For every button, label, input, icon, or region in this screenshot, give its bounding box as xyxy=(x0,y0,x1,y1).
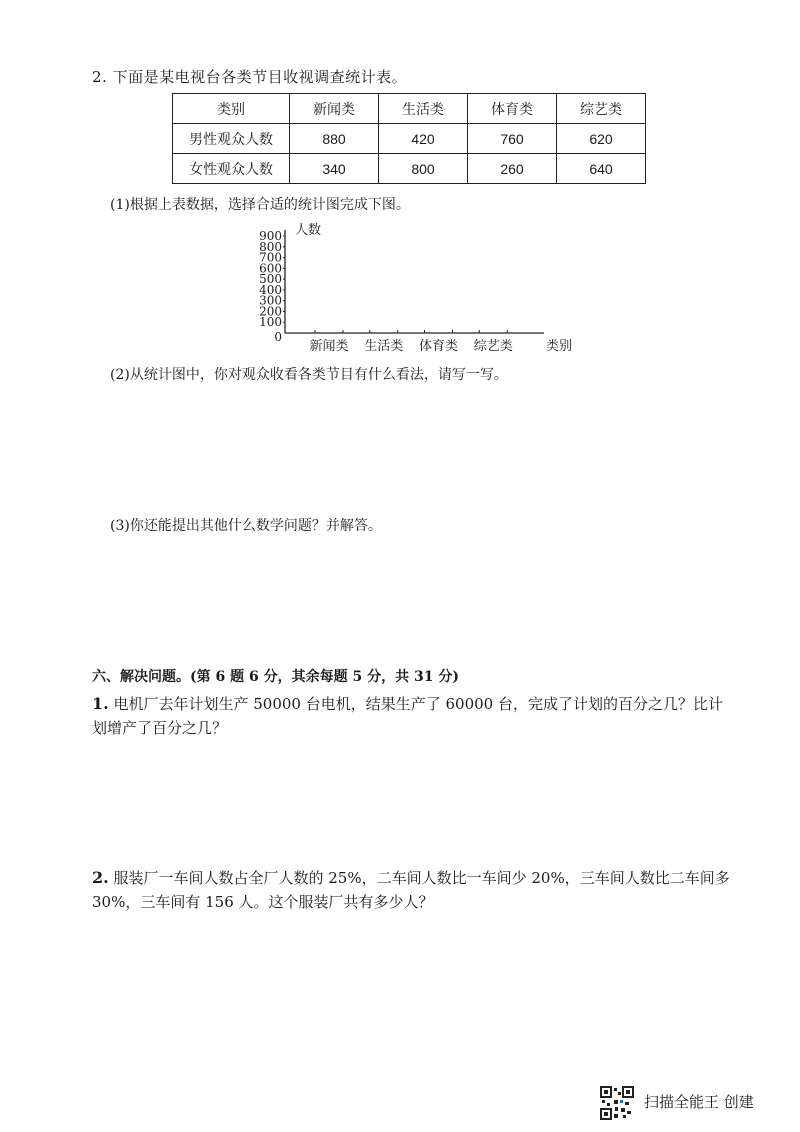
x-axis-label: 类别 xyxy=(546,339,572,354)
y-tick-label: 500 xyxy=(259,272,282,287)
category-label: 体育类 xyxy=(418,339,459,354)
table-cell: 800 xyxy=(379,154,468,184)
table-header-cell: 新闻类 xyxy=(290,94,379,124)
viewer-stats-table xyxy=(172,93,646,184)
category-label: 综艺类 xyxy=(473,339,513,354)
table-header-cell: 综艺类 xyxy=(557,94,646,124)
table-row xyxy=(173,124,646,154)
problem-text: 电机厂去年计划生产 50000 台电机，结果生产了 60000 台，完成了计划的百分之几？比计划增产了百分之几？ xyxy=(92,695,723,737)
table-cell: 620 xyxy=(557,124,646,154)
question-2-title: 2. 下面是某电视台各类节目收视调查统计表。 xyxy=(92,68,408,86)
problem-number: 1. xyxy=(92,694,109,713)
problem-number: 2. xyxy=(92,868,109,887)
table-cell: 260 xyxy=(468,154,557,184)
problem-text: 服装厂一车间人数占全厂人数的 25%，二车间人数比一车间少 20%，三车间人数比二车间多 30%，三车间有 156 人。这个服装厂共有多少人？ xyxy=(92,869,730,911)
section-6-title: 六、解决问题。(第 6 题 6 分，其余每题 5 分，共 31 分) xyxy=(92,669,459,685)
table-header-cell: 体育类 xyxy=(468,94,557,124)
qr-code-icon xyxy=(600,1086,634,1120)
sub-question-1: (1)根据上表数据，选择合适的统计图完成下图。 xyxy=(110,197,410,213)
table-cell: 420 xyxy=(379,124,468,154)
sub-question-2: (2)从统计图中，你对观众收看各类节目有什么看法，请写一写。 xyxy=(110,367,508,383)
table-header-row xyxy=(173,94,646,124)
category-label: 新闻类 xyxy=(309,339,349,354)
table-header-cell: 生活类 xyxy=(379,94,468,124)
table-row xyxy=(173,154,646,184)
y-tick-label: 800 xyxy=(259,239,282,254)
table-cell: 880 xyxy=(290,124,379,154)
scanner-watermark: 扫描全能王 创建 xyxy=(644,1093,754,1111)
y-tick-label: 200 xyxy=(259,304,282,319)
sub-question-3: (3)你还能提出其他什么数学问题？并解答。 xyxy=(110,518,382,534)
problem-2 xyxy=(92,866,732,914)
y-axis-label: 人数 xyxy=(295,223,322,238)
y-tick-label: 900 xyxy=(259,229,282,243)
y-tick-label: 700 xyxy=(259,250,282,265)
y-tick-label: 400 xyxy=(259,282,282,297)
row-label: 女性观众人数 xyxy=(173,154,290,184)
table-cell: 760 xyxy=(468,124,557,154)
category-label: 生活类 xyxy=(364,339,404,354)
table-cell: 340 xyxy=(290,154,379,184)
y-tick-label: 0 xyxy=(274,330,282,344)
problem-1 xyxy=(92,692,732,740)
table-cell: 640 xyxy=(557,154,646,184)
blank-bar-chart xyxy=(252,218,572,360)
y-tick-label: 300 xyxy=(259,293,282,308)
row-label: 男性观众人数 xyxy=(173,124,290,154)
y-tick-label: 600 xyxy=(259,261,282,276)
y-tick-label: 100 xyxy=(259,315,282,330)
table-header-cell: 类别 xyxy=(173,94,290,124)
